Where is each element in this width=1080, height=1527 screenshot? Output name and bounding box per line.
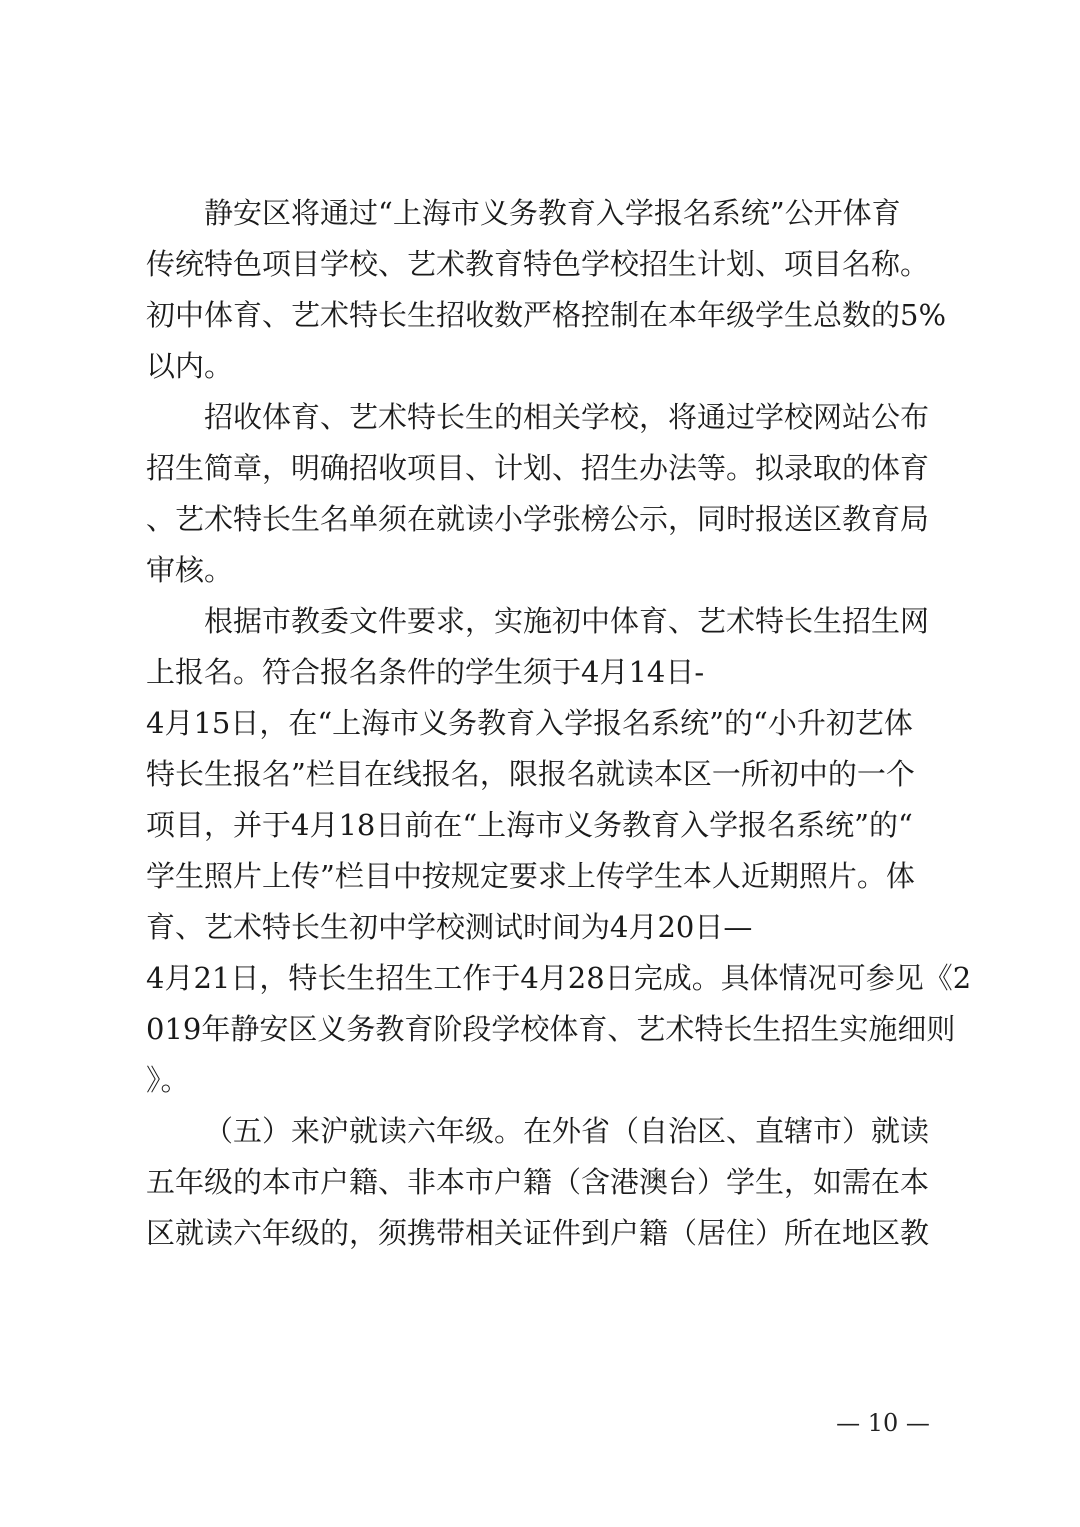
text-line: 审核。: [146, 553, 234, 587]
text-line: 招生简章，明确招收项目、计划、招生办法等。拟录取的体育: [146, 451, 930, 485]
text-line: 学生照片上传”栏目中按规定要求上传学生本人近期照片。体: [146, 859, 915, 893]
text-line: 五年级的本市户籍、非本市户籍（含港澳台）学生，如需在本: [146, 1165, 930, 1199]
text-line: 》。: [146, 1063, 190, 1097]
text-line: 019年静安区义务教育阶段学校体育、艺术特长生招生实施细则: [146, 1012, 956, 1046]
text-line: 育、艺术特长生初中学校测试时间为4月20日—: [146, 910, 753, 944]
text-line: 初中体育、艺术特长生招收数严格控制在本年级学生总数的5%: [146, 298, 947, 332]
text-line: 上报名。符合报名条件的学生须于4月14日-: [146, 655, 705, 689]
text-line: 根据市教委文件要求，实施初中体育、艺术特长生招生网: [204, 604, 930, 638]
page-number: — 10 —: [836, 1409, 930, 1437]
text-line: 、艺术特长生名单须在就读小学张榜公示，同时报送区教育局: [146, 502, 930, 536]
text-line: 静安区将通过“上海市义务教育入学报名系统”公开体育: [204, 196, 901, 230]
text-line: （五）来沪就读六年级。在外省（自治区、直辖市）就读: [204, 1114, 930, 1148]
text-line: 以内。: [146, 349, 234, 383]
text-line: 4月21日，特长生招生工作于4月28日完成。具体情况可参见《2: [146, 961, 972, 995]
text-line: 招收体育、艺术特长生的相关学校，将通过学校网站公布: [204, 400, 930, 434]
text-line: 特长生报名”栏目在线报名，限报名就读本区一所初中的一个: [146, 757, 915, 791]
text-line: 4月15日，在“上海市义务教育入学报名系统”的“小升初艺体: [146, 706, 913, 740]
text-line: 传统特色项目学校、艺术教育特色学校招生计划、项目名称。: [146, 247, 930, 281]
text-line: 区就读六年级的，须携带相关证件到户籍（居住）所在地区教: [146, 1216, 930, 1250]
text-line: 项目，并于4月18日前在“上海市义务教育入学报名系统”的“: [146, 808, 913, 842]
